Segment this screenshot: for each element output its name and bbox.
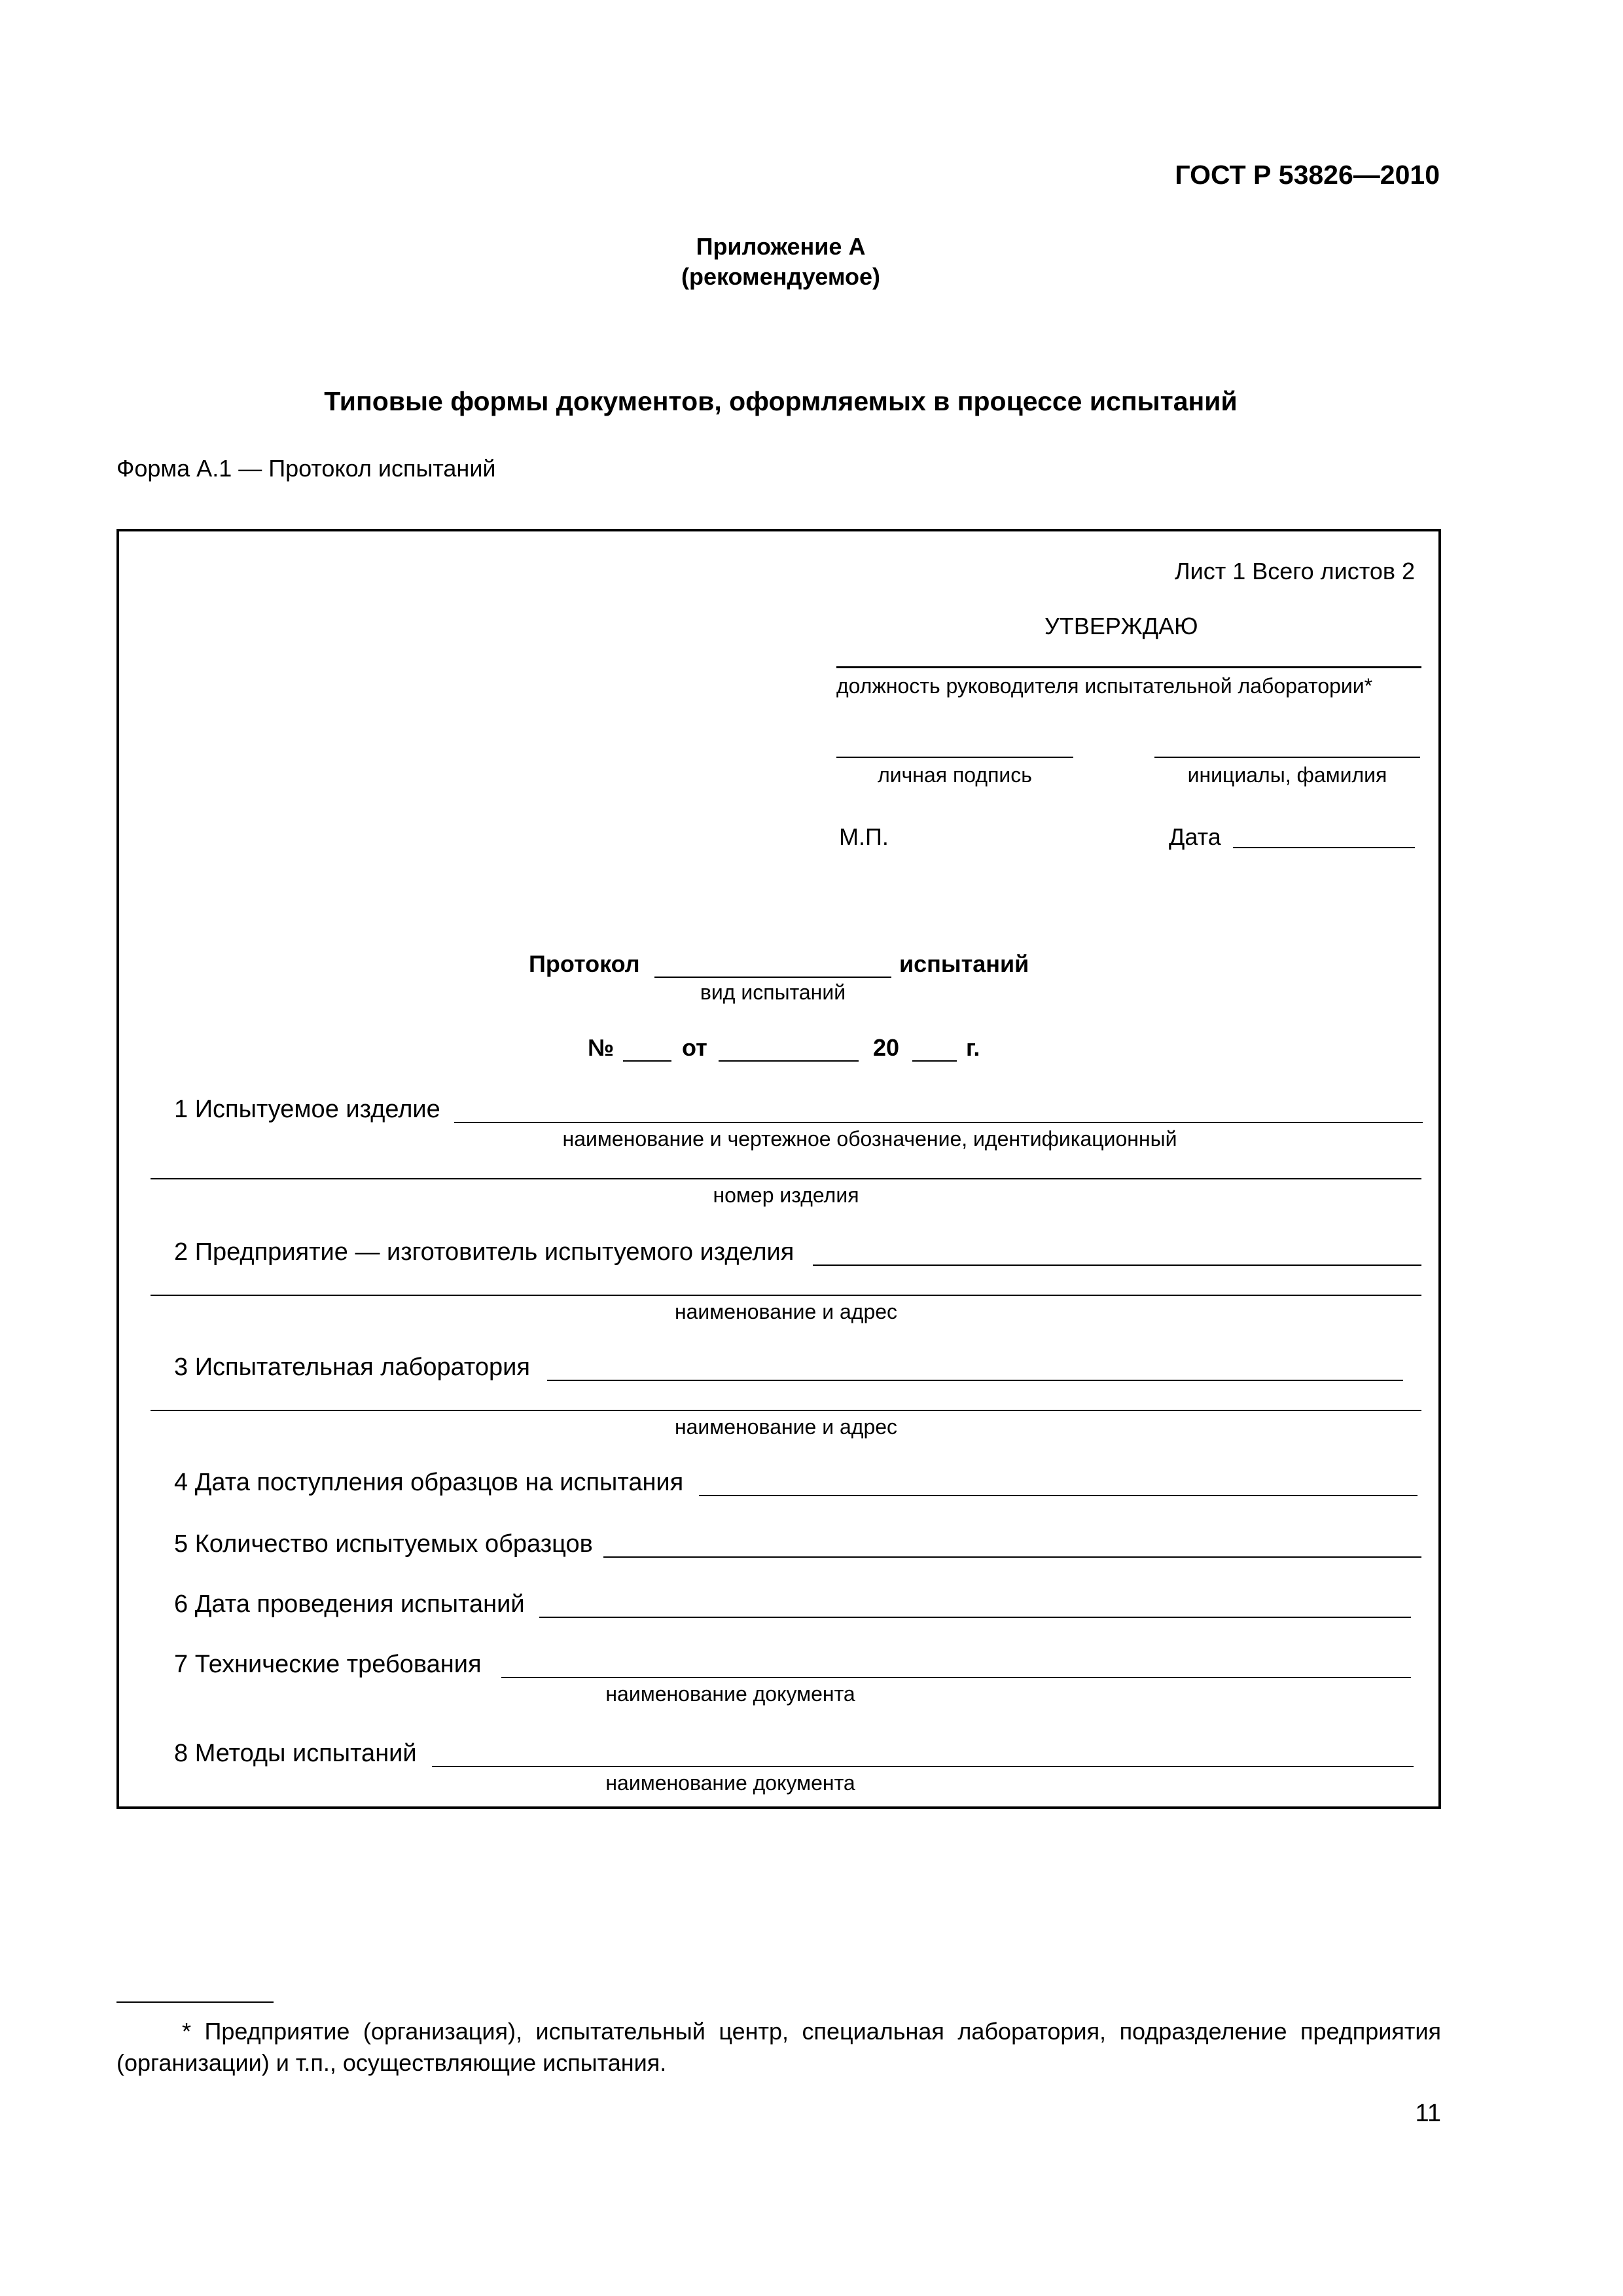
date-number-line xyxy=(719,1060,859,1062)
field-7-label: 7 Технические требования xyxy=(174,1651,482,1678)
protocol-form xyxy=(116,529,1441,1809)
protocol-word: Протокол xyxy=(529,950,640,977)
field-4-label: 4 Дата поступления образцов на испытания xyxy=(174,1469,684,1496)
field-8-label: 8 Методы испытаний xyxy=(174,1740,417,1767)
field-3-line xyxy=(547,1380,1403,1381)
footnote-divider xyxy=(116,2001,274,2003)
number-label: № xyxy=(588,1034,615,1061)
year-line xyxy=(912,1060,957,1062)
date-label: Дата xyxy=(1169,823,1221,850)
field-2-label: 2 Предприятие — изготовитель испытуемого изделия xyxy=(174,1238,794,1266)
field-6-label: 6 Дата проведения испытаний xyxy=(174,1590,525,1618)
name-caption: инициалы, фамилия xyxy=(1187,763,1387,787)
signature-line xyxy=(836,757,1073,758)
field-1-label: 1 Испытуемое изделие xyxy=(174,1096,440,1123)
test-type-line xyxy=(654,977,891,978)
field-8-line xyxy=(432,1766,1414,1767)
field-1-line-2 xyxy=(151,1178,1421,1179)
field-3-label: 3 Испытательная лаборатория xyxy=(174,1354,530,1381)
test-type-caption: вид испытаний xyxy=(700,980,846,1004)
from-label: от xyxy=(682,1034,707,1061)
appendix-title: Приложение А xyxy=(696,233,866,260)
field-1-caption: наименование и чертежное обозначение, идентификационный xyxy=(562,1127,1177,1151)
stamp-label: М.П. xyxy=(839,823,889,850)
position-line xyxy=(836,666,1421,668)
number-line xyxy=(623,1060,671,1062)
field-2-line-2 xyxy=(151,1295,1421,1296)
field-1-caption-2: номер изделия xyxy=(713,1183,859,1207)
date-line xyxy=(1233,847,1415,848)
year-label: 20 xyxy=(873,1034,900,1061)
year-suffix: г. xyxy=(966,1034,980,1061)
document-code: ГОСТ Р 53826—2010 xyxy=(1175,160,1440,190)
signature-caption: личная подпись xyxy=(878,763,1032,787)
sheet-info: Лист 1 Всего листов 2 xyxy=(1174,558,1415,584)
field-6-line xyxy=(539,1617,1411,1618)
position-caption: должность руководителя испытательной лаборатории* xyxy=(836,674,1373,698)
appendix-type: (рекомендуемое) xyxy=(681,263,880,290)
field-3-line-2 xyxy=(151,1410,1421,1411)
field-8-caption: наименование документа xyxy=(605,1771,855,1795)
footnote-text: * Предприятие (организация), испытательный центр, специальная лаборатория, подразделение предприятия (организации) и т.п., осуществляющие испытания. xyxy=(116,2018,1441,2076)
approve-heading: УТВЕРЖДАЮ xyxy=(1044,613,1198,639)
field-4-line xyxy=(699,1495,1418,1496)
field-3-caption: наименование и адрес xyxy=(674,1415,898,1439)
page-title: Типовые формы документов, оформляемых в процессе испытаний xyxy=(324,386,1238,416)
field-7-line xyxy=(501,1677,1411,1678)
tests-word: испытаний xyxy=(899,950,1029,977)
field-5-label: 5 Количество испытуемых образцов xyxy=(174,1530,593,1558)
field-1-line xyxy=(454,1122,1423,1123)
field-5-line xyxy=(603,1556,1421,1558)
field-2-line xyxy=(813,1265,1421,1266)
form-label: Форма А.1 — Протокол испытаний xyxy=(116,455,496,482)
field-2-caption: наименование и адрес xyxy=(674,1300,898,1323)
field-7-caption: наименование документа xyxy=(605,1682,855,1706)
name-line xyxy=(1154,757,1420,758)
page-number: 11 xyxy=(1415,2100,1441,2127)
